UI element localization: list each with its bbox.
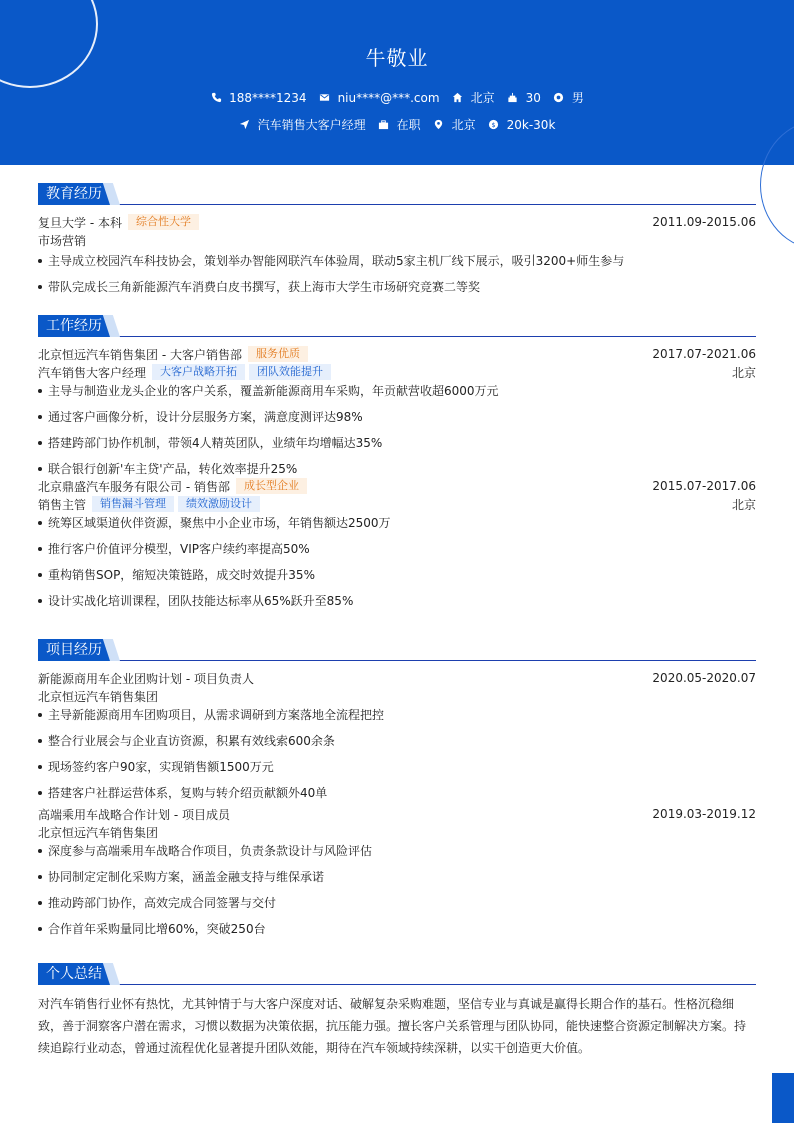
section-title: 工作经历 [38,315,110,337]
contact-row [0,89,794,106]
briefcase-icon [378,119,390,131]
list-item: 设计实战化培训课程，团队技能达标率从65%跃升至85% [38,591,756,617]
projects-title-bar [38,639,756,661]
list-item: 搭建客户社群运营体系，复购与转介绍贡献额外40单 [38,783,756,805]
section-title: 教育经历 [38,183,110,205]
school-name: 复旦大学 - 本科 [38,215,122,230]
work-entry-head [38,477,756,495]
bullet-list [38,705,756,805]
list-item: 协同制定定制化采购方案，涵盖金融支持与维保承诺 [38,867,756,893]
section-title: 个人总结 [38,963,110,985]
major: 市场营销 [38,233,87,248]
list-item: 主导与制造业龙头企业的客户关系，覆盖新能源商用车采购，年贡献营收超6000万元 [38,381,756,407]
salary-icon [488,119,500,131]
position-title: 销售主管 [38,497,87,512]
projects-section [38,639,756,945]
date-range: 2020.05-2020.07 [652,671,756,685]
work-entry-head [38,345,756,363]
project-org: 北京恒远汽车销售集团 [38,825,159,840]
company-tag: 成长型企业 [236,478,307,494]
decorative-corner-block [772,1073,794,1123]
company-tag: 服务优质 [248,346,308,362]
list-item: 推动跨部门协作，高效完成合同签署与交付 [38,893,756,919]
target-position-item [239,116,366,133]
bullet-list [38,513,756,617]
age-item [507,91,541,105]
project-org: 北京恒远汽车销售集团 [38,689,159,704]
skill-tag: 销售漏斗管理 [92,496,174,512]
status-item [378,116,421,133]
list-item: 带队完成长三角新能源汽车消费白皮书撰写，获上海市大学生市场研究竞赛二等奖 [38,277,756,303]
project-entry-head [38,669,756,687]
bullet-list [38,841,756,945]
gender-item [553,89,584,106]
target-city-item [433,116,476,133]
candidate-name: 牛敬业 [365,46,429,70]
location-icon [433,119,445,131]
work-title-bar [38,315,756,337]
cake-icon [507,92,519,104]
project-name: 新能源商用车企业团购计划 - 项目负责人 [38,671,254,686]
gender-text: 男 [571,91,584,105]
work-section [38,315,756,617]
position-title: 汽车销售大客户经理 [38,365,147,380]
date-range: 2011.09-2015.06 [652,215,756,229]
list-item: 主导成立校园汽车科技协会，策划举办智能网联汽车体验周，联动5家主机厂线下展示，吸引3200+师生参与 [38,251,756,277]
salary-item [488,118,556,132]
target-city-text: 北京 [451,118,476,132]
work-city: 北京 [731,497,756,512]
company-name: 北京恒远汽车销售集团 - 大客户销售部 [38,347,242,362]
phone-item [210,91,306,105]
date-range: 2015.07-2017.06 [652,479,756,493]
work-entry-sub [38,363,756,381]
list-item: 通过客户画像分析，设计分层服务方案，满意度测评达98% [38,407,756,433]
job-intent-row [0,116,794,133]
list-item: 整合行业展会与企业直访资源，积累有效线索600余条 [38,731,756,757]
company-name: 北京鼎盛汽车服务有限公司 - 销售部 [38,479,230,494]
list-item: 现场签约客户90家，实现销售额1500万元 [38,757,756,783]
send-icon [239,119,251,131]
education-entry-head [38,213,756,231]
home-icon [452,92,464,104]
summary-text: 对汽车销售行业怀有热忱，尤其钟情于与大客户深度对话、破解复杂采购难题，坚信专业与真诚是赢得长期合作的基石。性格沉稳细致，善于洞察客户潜在需求，习惯以数据为决策依据，抗压能力强。擅长客户关系管理与团队协同，能快速整合资源定制解决方案。持续追踪行业动态，曾通过流程优化显著提升团队效能，期待在汽车领域持续深耕，以实干创造更大价值。 [38,997,747,1055]
salary-text: 20k-30k [506,117,556,132]
school-tag: 综合性大学 [128,214,199,230]
list-item: 深度参与高端乘用车战略合作项目，负责条款设计与风险评估 [38,841,756,867]
phone-text: 188****1234 [229,90,307,105]
date-range: 2019.03-2019.12 [652,807,756,821]
project-name: 高端乘用车战略合作计划 - 项目成员 [38,807,230,822]
summary-section [38,963,756,1059]
list-item: 推行客户价值评分模型，VIP客户续约率提高50% [38,539,756,565]
gender-icon [553,92,565,104]
svg-text:$: $ [491,120,496,129]
email-item [319,91,440,105]
education-section [38,183,756,303]
home-text: 北京 [470,91,495,105]
work-entry-sub [38,495,756,513]
list-item: 主导新能源商用车团购项目，从需求调研到方案落地全流程把控 [38,705,756,731]
list-item: 搭建跨部门协作机制，带领4人精英团队，业绩年均增幅达35% [38,433,756,459]
target-position-text: 汽车销售大客户经理 [257,118,366,132]
list-item: 合作首年采购量同比增60%，突破250台 [38,919,756,945]
status-text: 在职 [396,118,421,132]
home-item [452,89,495,106]
list-item: 联合银行创新'车主贷'产品，转化效率提升25% [38,459,756,477]
list-item: 重构销售SOP，缩短决策链路，成交时效提升35% [38,565,756,591]
skill-tag: 大客户战略开拓 [152,364,245,380]
project-entry-head [38,805,756,823]
education-title-bar [38,183,756,205]
bullet-list [38,381,756,477]
summary-title-bar [38,963,756,985]
phone-icon [210,92,222,104]
mail-icon [319,92,331,104]
skill-tag: 绩效激励设计 [178,496,260,512]
work-city: 北京 [731,365,756,380]
skill-tag: 团队效能提升 [249,364,331,380]
resume-header [0,0,794,165]
bullet-list [38,251,756,303]
age-text: 30 [525,90,541,105]
list-item: 统筹区域渠道伙伴资源，聚焦中小企业市场，年销售额达2500万 [38,513,756,539]
date-range: 2017.07-2021.06 [652,347,756,361]
section-title: 项目经历 [38,639,110,661]
email-text: niu****@***.com [337,90,440,105]
